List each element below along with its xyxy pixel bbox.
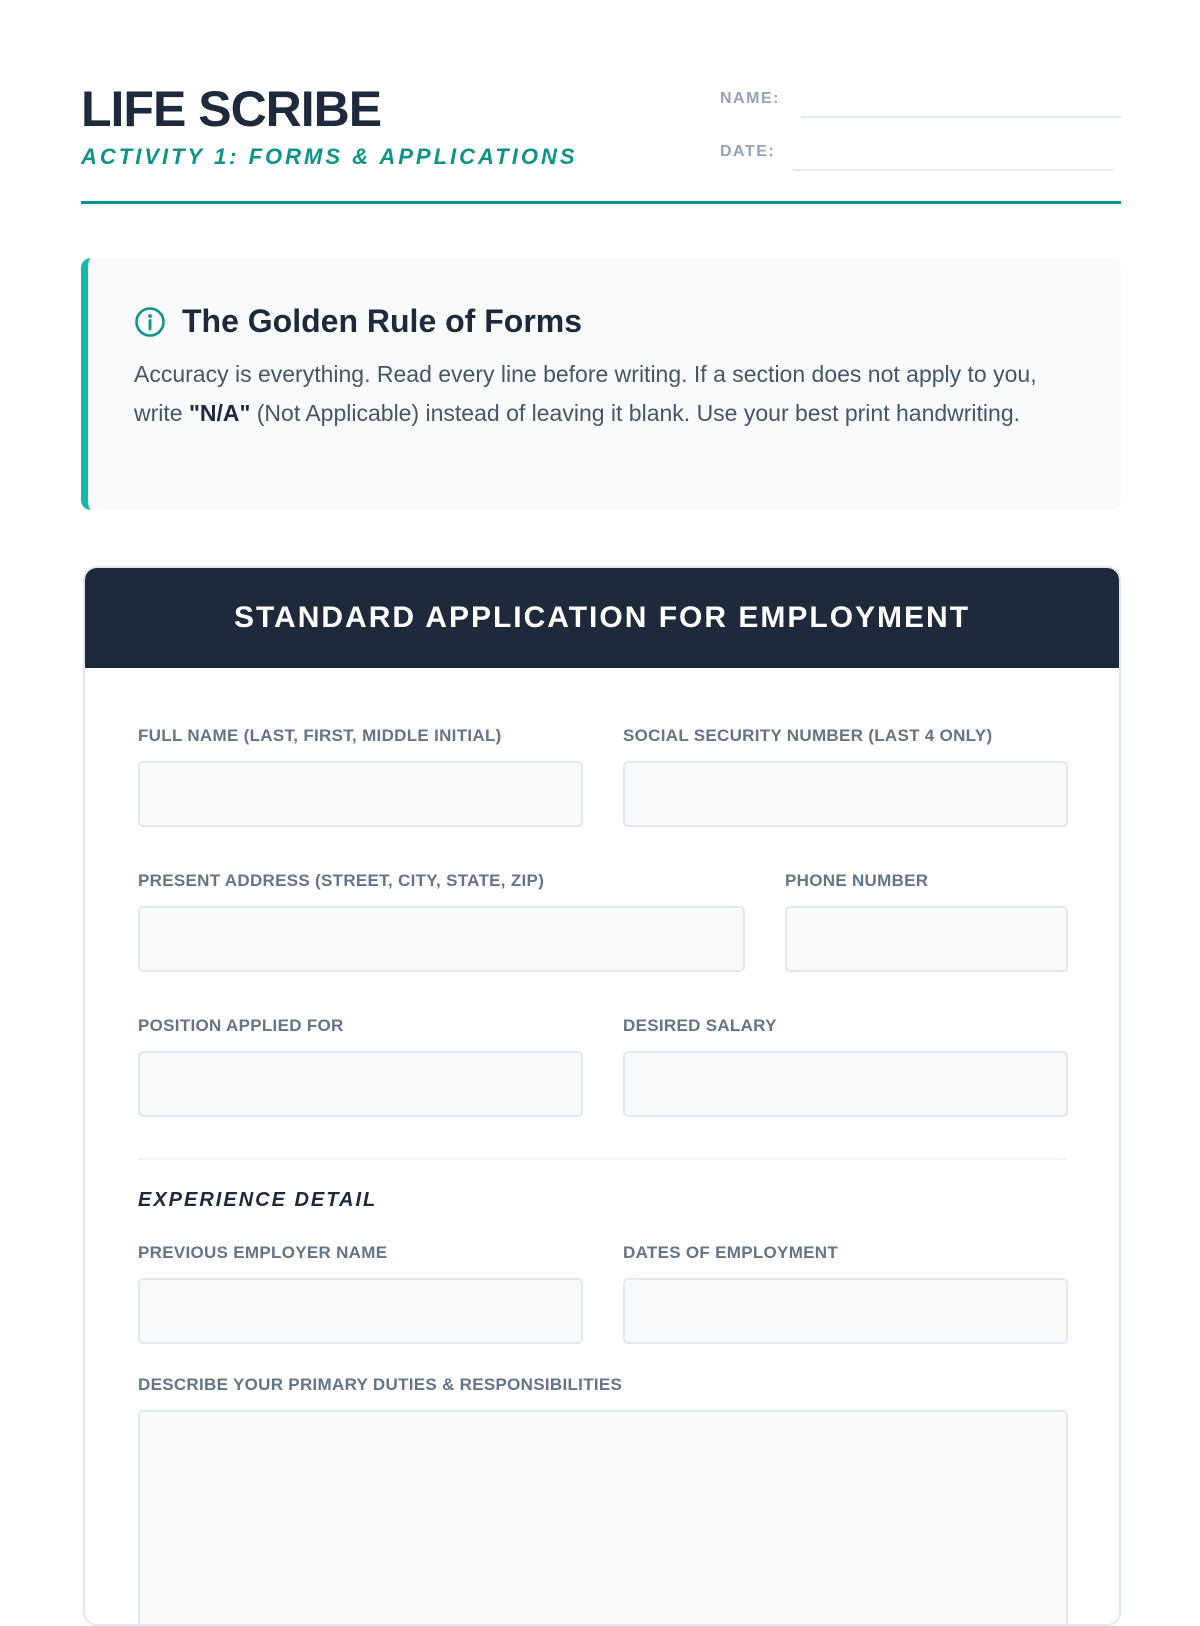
callout-body-text: Accuracy is everything. Read every line before writing. If a section does not apply to you, write bbox=[134, 361, 1037, 426]
salary-field[interactable] bbox=[623, 1051, 1068, 1117]
salary-label: DESIRED SALARY bbox=[623, 1016, 777, 1035]
duties-textarea[interactable] bbox=[138, 1410, 1068, 1626]
golden-rule-callout bbox=[81, 258, 1121, 510]
dates-label: DATES OF EMPLOYMENT bbox=[623, 1243, 839, 1262]
employer-label: PREVIOUS EMPLOYER NAME bbox=[138, 1243, 388, 1262]
position-field[interactable] bbox=[138, 1051, 583, 1117]
address-field[interactable] bbox=[138, 906, 745, 972]
date-line[interactable] bbox=[793, 169, 1113, 171]
name-line[interactable] bbox=[801, 116, 1121, 118]
address-label: PRESENT ADDRESS (STREET, CITY, STATE, ZIP) bbox=[138, 871, 545, 890]
phone-field[interactable] bbox=[785, 906, 1068, 972]
position-label: POSITION APPLIED FOR bbox=[138, 1016, 344, 1035]
callout-body-text-end: (Not Applicable) instead of leaving it blank. Use your best print handwriting. bbox=[250, 399, 1021, 426]
experience-heading: EXPERIENCE DETAIL bbox=[138, 1189, 378, 1211]
callout-emphasis: "N/A" bbox=[188, 399, 251, 426]
name-label: NAME: bbox=[720, 90, 780, 107]
phone-label: PHONE NUMBER bbox=[785, 871, 929, 890]
full-name-field[interactable] bbox=[138, 761, 583, 827]
activity-subtitle: ACTIVITY 1: FORMS & APPLICATIONS bbox=[81, 144, 578, 169]
callout-title: The Golden Rule of Forms bbox=[182, 303, 583, 339]
date-label: DATE: bbox=[720, 143, 776, 160]
worksheet-page bbox=[81, 0, 1121, 1600]
info-icon bbox=[134, 306, 166, 338]
worksheet-header bbox=[81, 0, 1121, 204]
callout-body bbox=[134, 355, 1084, 432]
ssn-field[interactable] bbox=[623, 761, 1068, 827]
form-title: STANDARD APPLICATION FOR EMPLOYMENT bbox=[233, 601, 971, 634]
brand-title: LIFE SCRIBE bbox=[81, 81, 382, 137]
dates-field[interactable] bbox=[623, 1278, 1068, 1344]
form-header bbox=[85, 568, 1119, 668]
duties-label: DESCRIBE YOUR PRIMARY DUTIES & RESPONSIBILITIES bbox=[138, 1375, 623, 1394]
employer-field[interactable] bbox=[138, 1278, 583, 1344]
section-divider bbox=[138, 1158, 1066, 1160]
full-name-label: FULL NAME (LAST, FIRST, MIDDLE INITIAL) bbox=[138, 726, 502, 745]
ssn-label: SOCIAL SECURITY NUMBER (LAST 4 ONLY) bbox=[623, 726, 993, 745]
employment-application-form bbox=[83, 566, 1121, 1626]
